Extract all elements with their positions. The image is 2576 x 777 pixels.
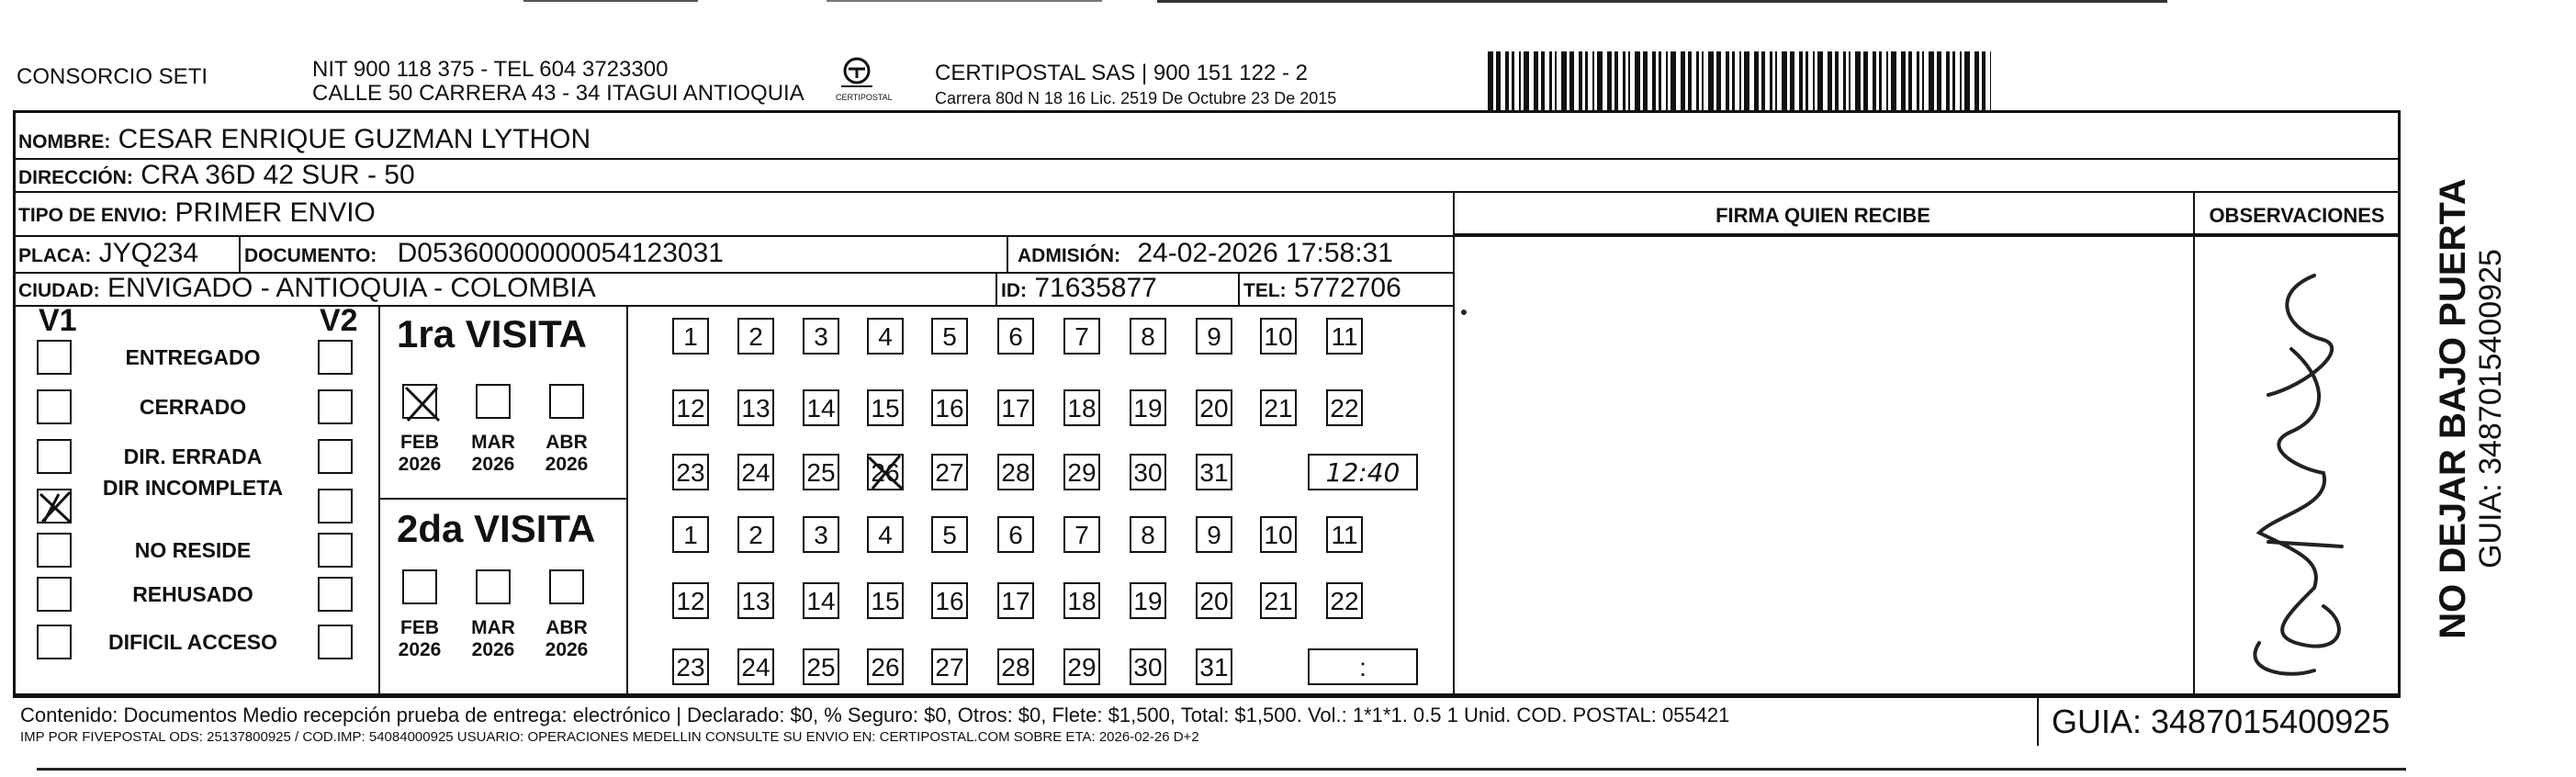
- day-box[interactable]: 21: [1260, 582, 1297, 619]
- status-v2-checkbox[interactable]: [318, 533, 353, 568]
- status-label: DIR. ERRADA: [123, 445, 263, 468]
- day-box[interactable]: 4: [867, 318, 904, 355]
- side-notice: [2433, 178, 2508, 639]
- day-box[interactable]: 21: [1260, 389, 1297, 426]
- ciudad-field: [18, 274, 596, 306]
- barcode-bar: [1659, 51, 1661, 110]
- tel-label: TEL:: [1243, 280, 1287, 301]
- day-box[interactable]: 31: [1196, 454, 1232, 490]
- day-box[interactable]: 14: [803, 582, 839, 619]
- day-box[interactable]: 12: [672, 389, 709, 426]
- id-label: ID:: [1001, 280, 1027, 301]
- v2-header: V2: [320, 303, 358, 338]
- day-box[interactable]: 11: [1326, 318, 1363, 355]
- status-v1-checkbox[interactable]: [37, 389, 72, 424]
- day-box[interactable]: 26: [867, 648, 904, 685]
- scan-edge-line: [1157, 0, 2167, 3]
- certipostal-line-1: CERTIPOSTAL SAS | 900 151 122 - 2: [935, 61, 1308, 85]
- day-box[interactable]: 20: [1196, 389, 1232, 426]
- status-v1-checkbox[interactable]: [37, 625, 72, 659]
- day-box[interactable]: 16: [931, 389, 968, 426]
- barcode-bar: [1505, 51, 1509, 110]
- barcode-bar: [1739, 51, 1741, 110]
- barcode-bar: [1790, 51, 1794, 110]
- day-box[interactable]: 19: [1130, 582, 1166, 619]
- nit-line-1: NIT 900 118 375 - TEL 604 3723300: [312, 57, 669, 82]
- day-box[interactable]: 25: [803, 648, 839, 685]
- status-v2-checkbox[interactable]: [318, 625, 353, 659]
- barcode-bar: [1817, 51, 1823, 110]
- day-box[interactable]: 16: [931, 582, 968, 619]
- barcode-bar: [1666, 51, 1668, 110]
- status-v2-checkbox[interactable]: [318, 340, 353, 375]
- documento-value: D05360000000054123031: [397, 238, 724, 268]
- firma-header: FIRMA QUIEN RECIBE: [1715, 204, 1930, 227]
- day-box[interactable]: 11: [1326, 516, 1363, 553]
- visit-1-title: 1ra VISITA: [397, 312, 587, 355]
- visit-2-title: 2da VISITA: [397, 507, 596, 550]
- month-checkbox[interactable]: [402, 384, 437, 419]
- day-box[interactable]: 1: [672, 318, 709, 355]
- day-box[interactable]: 10: [1260, 516, 1297, 553]
- check-x-icon: [867, 454, 906, 492]
- day-box[interactable]: 8: [1130, 516, 1166, 553]
- tel-field: [1243, 274, 1401, 306]
- tel-value: 5772706: [1294, 273, 1401, 303]
- barcode-bar: [1922, 51, 1924, 110]
- month-checkbox[interactable]: [402, 569, 437, 604]
- day-box[interactable]: 5: [931, 318, 968, 355]
- barcode-bar: [1534, 51, 1538, 110]
- day-box[interactable]: 28: [997, 648, 1034, 685]
- barcode-bar: [1579, 51, 1582, 110]
- day-box[interactable]: 1: [672, 516, 709, 553]
- day-box[interactable]: 20: [1196, 582, 1232, 619]
- month-label: [534, 617, 599, 661]
- barcode-bar: [1488, 51, 1493, 110]
- bottom-scan-line: [37, 768, 2406, 771]
- day-box[interactable]: 5: [931, 516, 968, 553]
- day-box[interactable]: 2: [737, 516, 774, 553]
- barcode-bar: [1623, 51, 1625, 110]
- certipostal-line-2: Carrera 80d N 18 16 Lic. 2519 De Octubre 23 De 2015: [935, 89, 1337, 107]
- barcode-bar: [1732, 51, 1735, 110]
- day-box[interactable]: 27: [931, 648, 968, 685]
- day-box[interactable]: 14: [803, 389, 839, 426]
- day-box[interactable]: 19: [1130, 389, 1166, 426]
- footer-print-line: IMP POR FIVEPOSTAL ODS: 25137800925 / COD.IMP: 54084000925 USUARIO: OPERACIONES MEDELLIN CONSULTE SU ENVIO EN: CERTIPOSTAL.COM SOBRE ETA: 2026-02-26 D+2: [20, 729, 1199, 745]
- day-box[interactable]: 7: [1063, 516, 1100, 553]
- barcode-bar: [1549, 51, 1552, 110]
- nombre-field: [18, 125, 591, 157]
- status-v1-checkbox[interactable]: [37, 489, 72, 524]
- handwritten-signature: [2204, 239, 2397, 689]
- day-box[interactable]: 30: [1130, 648, 1166, 685]
- day-box[interactable]: 29: [1063, 454, 1100, 490]
- month-name: FEB: [400, 617, 439, 638]
- month-year: 2026: [545, 639, 589, 660]
- barcode-bar: [1628, 51, 1630, 110]
- tipo-envio-field: [18, 198, 376, 231]
- day-box[interactable]: 22: [1326, 582, 1363, 619]
- month-label: [461, 617, 525, 661]
- scan-edge-line: [827, 0, 1102, 2]
- barcode-bar: [1946, 51, 1950, 110]
- ciudad-value: ENVIGADO - ANTIOQUIA - COLOMBIA: [107, 273, 596, 303]
- admision-value: 24-02-2026 17:58:31: [1137, 238, 1393, 268]
- status-v1-checkbox[interactable]: [37, 340, 72, 375]
- day-box[interactable]: 25: [803, 454, 839, 490]
- status-label: ENTREGADO: [125, 345, 261, 369]
- barcode-bar: [1775, 51, 1777, 110]
- month-year: 2026: [471, 454, 515, 475]
- barcode-bar: [1873, 51, 1876, 110]
- day-box[interactable]: 4: [867, 516, 904, 553]
- barcode-bar: [1982, 51, 1985, 110]
- barcode-bar: [1937, 51, 1941, 110]
- logo-icon: [836, 57, 878, 88]
- day-box[interactable]: 26: [867, 454, 904, 490]
- barcode-bar: [1688, 51, 1692, 110]
- day-box[interactable]: 23: [672, 454, 709, 490]
- day-box[interactable]: 22: [1326, 389, 1363, 426]
- day-box[interactable]: 17: [997, 582, 1034, 619]
- month-year: 2026: [471, 639, 515, 660]
- month-name: MAR: [471, 617, 515, 638]
- time-box[interactable]: 12:40: [1308, 454, 1418, 490]
- barcode-bar: [1681, 51, 1685, 110]
- pen-dot-mark: [1451, 303, 1488, 340]
- tipo-envio-value: PRIMER ENVIO: [174, 197, 376, 228]
- month-checkbox[interactable]: [476, 384, 511, 419]
- status-v1-checkbox[interactable]: [37, 439, 72, 474]
- month-label: [534, 432, 599, 476]
- time-box[interactable]: :: [1308, 648, 1418, 685]
- direccion-label: DIRECCIÓN:: [18, 167, 133, 188]
- placa-label: PLACA:: [18, 245, 92, 266]
- status-v2-checkbox[interactable]: [318, 439, 353, 474]
- barcode: [1488, 51, 1993, 110]
- status-label: REHUSADO: [132, 582, 253, 606]
- id-value: 71635877: [1034, 273, 1157, 303]
- barcode-bar: [1652, 51, 1656, 110]
- direccion-field: [18, 161, 415, 193]
- day-box[interactable]: 23: [672, 648, 709, 685]
- month-name: FEB: [400, 432, 439, 453]
- barcode-bar: [1670, 51, 1676, 110]
- day-box[interactable]: 3: [803, 516, 839, 553]
- barcode-bar: [1929, 51, 1934, 110]
- month-checkbox[interactable]: [549, 569, 584, 604]
- barcode-bar: [1782, 51, 1787, 110]
- admision-label: ADMISIÓN:: [1018, 245, 1120, 266]
- day-box[interactable]: 6: [997, 516, 1034, 553]
- barcode-bar: [1541, 51, 1545, 110]
- barcode-bar: [1843, 51, 1846, 110]
- day-box[interactable]: 9: [1196, 516, 1232, 553]
- barcode-bar: [1716, 51, 1721, 110]
- barcode-bar: [1519, 51, 1521, 110]
- status-label: DIFICIL ACCESO: [107, 630, 277, 654]
- barcode-bar: [1496, 51, 1501, 110]
- scan-edge-line: [523, 0, 698, 2]
- barcode-bar: [1512, 51, 1514, 110]
- id-field: [1001, 274, 1157, 306]
- barcode-bar: [1635, 51, 1640, 110]
- day-box[interactable]: 18: [1063, 582, 1100, 619]
- day-box[interactable]: 24: [737, 648, 774, 685]
- month-year: 2026: [545, 454, 589, 475]
- barcode-bar: [1585, 51, 1588, 110]
- day-box[interactable]: 27: [931, 454, 968, 490]
- barcode-bar: [1917, 51, 1919, 110]
- day-box[interactable]: 8: [1130, 318, 1166, 355]
- barcode-bar: [1726, 51, 1729, 110]
- footer-content-line: Contenido: Documentos Medio recepción prueba de entrega: electrónico | Declarado: $0, % Seguro: $0, Otros: $0, Flete: $1,500, Total: $1,500. Vol.: 1*1*1. 0.5 1 Unid. COD. POSTAL: 055421: [20, 704, 1730, 726]
- status-label: DIR INCOMPLETA: [102, 476, 284, 500]
- guia-number: GUIA: 3487015400925: [2037, 698, 2401, 746]
- day-box[interactable]: 2: [737, 318, 774, 355]
- month-year: 2026: [398, 639, 442, 660]
- barcode-bar: [1901, 51, 1906, 110]
- tipo-envio-label: TIPO DE ENVIO:: [18, 205, 168, 226]
- barcode-bar: [1770, 51, 1772, 110]
- day-cross-mark: [867, 454, 906, 497]
- day-box[interactable]: 31: [1196, 648, 1232, 685]
- month-name: ABR: [546, 432, 588, 453]
- barcode-bar: [1974, 51, 1979, 110]
- side-notice-title: NO DEJAR BAJO PUERTA: [2433, 178, 2473, 639]
- barcode-bar: [1754, 51, 1759, 110]
- day-box[interactable]: 28: [997, 454, 1034, 490]
- observaciones-header: OBSERVACIONES: [2209, 204, 2385, 227]
- barcode-bar: [1702, 51, 1704, 110]
- placa-field: [18, 239, 198, 271]
- barcode-bar: [1863, 51, 1868, 110]
- day-box[interactable]: 15: [867, 582, 904, 619]
- company-name: CONSORCIO SETI: [17, 64, 208, 89]
- barcode-bar: [1964, 51, 1970, 110]
- barcode-bar: [1828, 51, 1832, 110]
- barcode-bar: [1643, 51, 1648, 110]
- barcode-bar: [1744, 51, 1749, 110]
- direccion-value: CRA 36D 42 SUR - 50: [141, 160, 415, 190]
- day-box[interactable]: 12: [672, 582, 709, 619]
- barcode-bar: [1592, 51, 1594, 110]
- day-box[interactable]: 9: [1196, 318, 1232, 355]
- admision-field: [1018, 239, 1393, 271]
- barcode-bar: [1879, 51, 1882, 110]
- month-label: [461, 432, 525, 476]
- barcode-bar: [1696, 51, 1699, 110]
- day-box[interactable]: 10: [1260, 318, 1297, 355]
- barcode-bar: [1524, 51, 1529, 110]
- status-v1-checkbox[interactable]: [37, 533, 72, 568]
- month-name: MAR: [471, 432, 515, 453]
- month-checkbox[interactable]: [549, 384, 584, 419]
- barcode-bar: [1908, 51, 1912, 110]
- day-box[interactable]: 3: [803, 318, 839, 355]
- side-guia: GUIA: 3487015400925: [2473, 249, 2508, 569]
- logo-text: CERTIPOSTAL: [836, 93, 893, 102]
- ciudad-label: CIUDAD:: [18, 280, 100, 301]
- nombre-label: NOMBRE:: [18, 131, 111, 152]
- barcode-bar: [1805, 51, 1808, 110]
- placa-value: JYQ234: [98, 238, 199, 268]
- status-v2-checkbox[interactable]: [318, 389, 353, 424]
- barcode-bar: [1960, 51, 1962, 110]
- month-label: [388, 432, 452, 476]
- barcode-bar: [1607, 51, 1612, 110]
- day-box[interactable]: 17: [997, 389, 1034, 426]
- barcode-bar: [1849, 51, 1850, 110]
- barcode-bar: [1614, 51, 1618, 110]
- nit-line-2: CALLE 50 CARRERA 43 - 34 ITAGUI ANTIOQUIA: [312, 81, 804, 106]
- barcode-bar: [1761, 51, 1765, 110]
- v1-header: V1: [39, 303, 77, 338]
- certipostal-logo: [836, 57, 893, 102]
- nombre-value: CESAR ENRIQUE GUZMAN LYTHON: [118, 124, 591, 154]
- status-v2-checkbox[interactable]: [318, 577, 353, 612]
- documento-field: [244, 239, 724, 271]
- month-name: ABR: [546, 617, 588, 638]
- day-box[interactable]: 6: [997, 318, 1034, 355]
- barcode-bar: [1561, 51, 1567, 110]
- barcode-bar: [1886, 51, 1888, 110]
- barcode-bar: [1952, 51, 1955, 110]
- barcode-bar: [1813, 51, 1815, 110]
- barcode-bar: [1708, 51, 1714, 110]
- barcode-bar: [1569, 51, 1574, 110]
- barcode-bar: [1597, 51, 1603, 110]
- status-v2-checkbox[interactable]: [318, 489, 353, 524]
- barcode-bar: [1555, 51, 1557, 110]
- day-box[interactable]: 29: [1063, 648, 1100, 685]
- status-label: NO RESIDE: [134, 538, 252, 562]
- barcode-bar: [1835, 51, 1839, 110]
- day-box[interactable]: 18: [1063, 389, 1100, 426]
- day-box[interactable]: 15: [867, 389, 904, 426]
- status-v1-checkbox[interactable]: [37, 577, 72, 612]
- month-year: 2026: [398, 454, 442, 475]
- documento-label: DOCUMENTO:: [244, 245, 377, 266]
- barcode-bar: [1891, 51, 1896, 110]
- day-box[interactable]: 13: [737, 389, 774, 426]
- month-label: [388, 617, 452, 661]
- check-x-icon: [404, 386, 444, 426]
- barcode-bar: [1990, 51, 1991, 110]
- day-box[interactable]: 7: [1063, 318, 1100, 355]
- month-checkbox[interactable]: [476, 569, 511, 604]
- day-box[interactable]: 13: [737, 582, 774, 619]
- day-box[interactable]: 24: [737, 454, 774, 490]
- barcode-bar: [1855, 51, 1861, 110]
- check-x-icon: [39, 490, 73, 525]
- barcode-bar: [1799, 51, 1803, 110]
- status-label: CERRADO: [139, 395, 247, 419]
- day-box[interactable]: 30: [1130, 454, 1166, 490]
